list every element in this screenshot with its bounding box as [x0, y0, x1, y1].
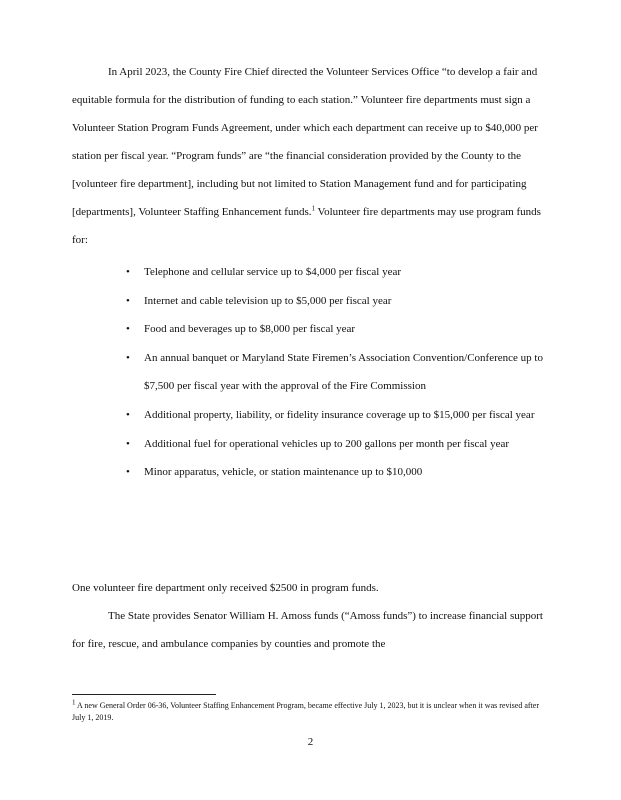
- paragraph-amoss-funds-text: The State provides Senator William H. Amoss funds (“Amoss funds”) to increase financial support for fire, rescue, and ambulance companies by counties and promote the: [72, 610, 543, 650]
- list-item: • Minor apparatus, vehicle, or station maintenance up to $10,000: [72, 458, 552, 487]
- program-funds-list: [72, 258, 552, 487]
- page-number: 2: [307, 736, 314, 748]
- list-item: • Food and beverages up to $8,000 per fiscal year: [72, 315, 552, 344]
- list-item: • Additional property, liability, or fidelity insurance coverage up to $15,000 per fiscal year: [72, 401, 552, 430]
- paragraph-program-funds-text: In April 2023, the County Fire Chief directed the Volunteer Services Office “to develop a fair and equitable formula for the distribution of funding to each station.” Volunteer fire departments must sign a Volunteer Station Program Funds Agreement, under which each department can receive up to $40,000 per station per fiscal year. “Program funds” are “the financial consideration provided by the County to the [volunteer fire department], including but not limited to Station Management fund and for participating [departments], Volunteer Staffing Enhancement funds.: [72, 66, 538, 218]
- paragraph-one-department: One volunteer fire department only received $2500 in program funds.: [72, 582, 379, 594]
- paragraph-program-funds-tail: Volunteer fire departments may use program funds for:: [72, 206, 541, 246]
- footnote-divider: [72, 694, 216, 695]
- paragraph-amoss-funds: [72, 602, 552, 658]
- footnote-text: A new General Order 06-36, Volunteer Staffing Enhancement Program, became effective July 1, 2023, but it is unclear when it was revised after July 1, 2019.: [72, 701, 539, 722]
- list-item: • Telephone and cellular service up to $4,000 per fiscal year: [72, 258, 552, 287]
- list-item: • Internet and cable television up to $5,000 per fiscal year: [72, 287, 552, 316]
- list-item: • Additional fuel for operational vehicles up to 200 gallons per month per fiscal year: [72, 430, 552, 459]
- footnote: [72, 700, 552, 724]
- footnote-reference: 1: [311, 204, 315, 213]
- paragraph-program-funds: [72, 58, 552, 254]
- list-item: • An annual banquet or Maryland State Firemen’s Association Convention/Conference up to $7,500 per fiscal year with the approval of the Fire Commission: [72, 344, 552, 401]
- footnote-marker: 1: [72, 698, 76, 707]
